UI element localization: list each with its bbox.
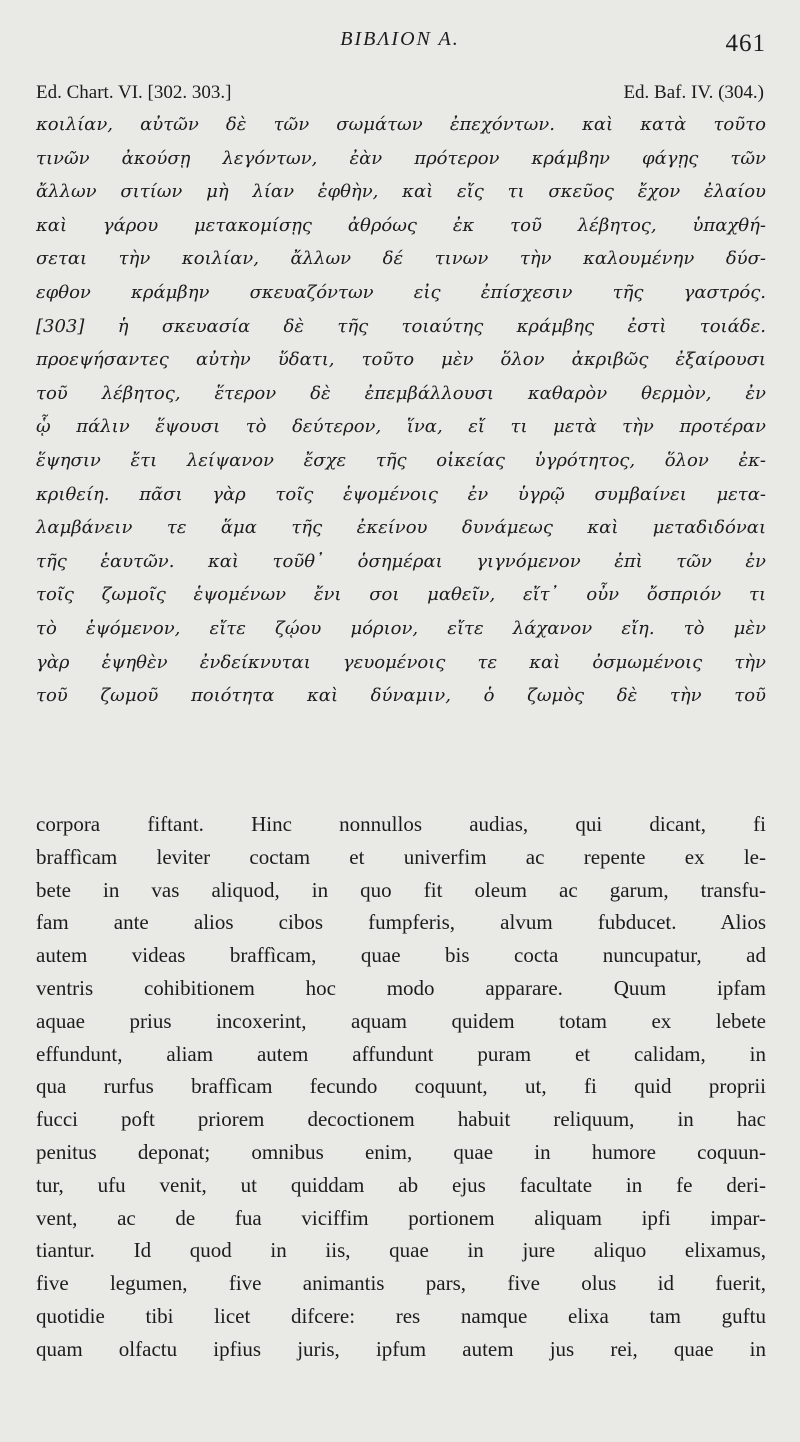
latin-line: ventris cohibitionem hoc modo apparare. Quum ipfam	[36, 975, 766, 1000]
latin-line: fucci poft priorem decoctionem habuit reliquum, in hac	[36, 1107, 766, 1132]
greek-line: τοῖς ζωμοῖς ἑψομένων ἔνι σοι μαθεῖν, εἴτ᾽ οὖν ὄσπριόν τι	[36, 584, 766, 606]
greek-line: τοῦ ζωμοῦ ποιότητα καὶ δύναμιν, ὁ ζωμὸς δὲ τὴν τοῦ	[36, 685, 766, 707]
greek-line: ἄλλων σιτίων μὴ λίαν ἑφθὴν, καὶ εἴς τι σκεῦος ἔχον ἐλαίου	[36, 181, 766, 203]
latin-text-block	[36, 808, 766, 1366]
latin-line: autem videas braffìcam, quae bis cocta nuncupatur, ad	[36, 943, 766, 968]
latin-line: braffìcam leviter coctam et univerfim ac repente ex le-	[36, 844, 766, 869]
greek-text-block	[36, 108, 766, 713]
latin-line: qua rurfus braffìcam fecundo coquunt, ut, fi quid proprii	[36, 1074, 766, 1099]
latin-line: corpora fiftant. Hinc nonnullos audias, qui dicant, fi	[36, 812, 766, 836]
greek-line: σεται τὴν κοιλίαν, ἄλλων δέ τινων τὴν καλουμένην δύσ-	[36, 248, 766, 270]
latin-line: five legumen, five animantis pars, five olus id fuerit,	[36, 1271, 766, 1296]
latin-line: vent, ac de fua viciffim portionem aliquam ipfi impar-	[36, 1205, 766, 1230]
latin-line: tiantur. Id quod in iis, quae in jure aliquo elixamus,	[36, 1238, 766, 1263]
greek-line: τινῶν ἀκούσῃ λεγόντων, ἐὰν πρότερον κράμβην φάγῃς τῶν	[36, 147, 766, 169]
greek-line: τὸ ἑψόμενον, εἴτε ζῴου μόριον, εἴτε λάχανον εἴη. τὸ μὲν	[36, 617, 766, 639]
greek-line: ἕψησιν ἔτι λείψανον ἔσχε τῆς οἰκείας ὑγρότητος, ὅλον ἐκ-	[36, 449, 766, 471]
latin-line: tur, ufu venit, ut quiddam ab ejus facultate in fe deri-	[36, 1172, 766, 1197]
greek-line: λαμβάνειν τε ἅμα τῆς ἐκείνου δυνάμεως καὶ μεταδιδόναι	[36, 517, 766, 539]
latin-line: quotidie tibi licet difcere: res namque elixa tam guftu	[36, 1303, 766, 1328]
greek-line: κριθείη. πᾶσι γὰρ τοῖς ἑψομένοις ἐν ὑγρῷ συμβαίνει μετα-	[36, 483, 766, 505]
greek-line: [303] ἡ σκευασία δὲ τῆς τοιαύτης κράμβης ἐστὶ τοιάδε.	[36, 315, 766, 337]
greek-line: εφθον κράμβην σκευαζόντων εἰς ἐπίσχεσιν τῆς γαστρός.	[36, 281, 766, 303]
latin-line: bete in vas aliquod, in quo fit oleum ac garum, transfu-	[36, 877, 766, 902]
greek-line: τῆς ἑαυτῶν. καὶ τοῦθ᾽ ὁσημέραι γιγνόμενον ἐπὶ τῶν ἐν	[36, 550, 766, 572]
running-title: ΒΙΒΛΙΟΝ Α.	[340, 28, 460, 50]
greek-line: τοῦ λέβητος, ἕτερον δὲ ἐπεμβάλλουσι καθαρὸν θερμὸν, ἐν	[36, 382, 766, 404]
greek-line: προεψήσαντες αὐτὴν ὕδατι, τοῦτο μὲν ὅλον ἀκριβῶς ἐξαίρουσι	[36, 349, 766, 371]
greek-line: ᾧ πάλιν ἕψουσι τὸ δεύτερον, ἵνα, εἴ τι μετὰ τὴν προτέραν	[36, 416, 766, 438]
edition-reference-chartier: Ed. Chart. VI. [302. 303.]	[36, 82, 232, 103]
latin-line: quam olfactu ipfius juris, ipfum autem jus rei, quae in	[36, 1336, 766, 1361]
greek-line: καὶ γάρου μετακομίσῃς ἀθρόως ἐκ τοῦ λέβητος, ὑπαχθή-	[36, 214, 766, 236]
latin-line: fam ante alios cibos fumpferis, alvum fubducet. Alios	[36, 910, 766, 935]
page-number: 461	[725, 30, 766, 57]
latin-line: aquae prius incoxerint, aquam quidem totam ex lebete	[36, 1008, 766, 1033]
latin-line: penitus deponat; omnibus enim, quae in humore coquun-	[36, 1139, 766, 1164]
greek-line: γὰρ ἑψηθὲν ἐνδείκνυται γευομένοις τε καὶ ὀσμωμένοις τὴν	[36, 651, 766, 673]
latin-line: effundunt, aliam autem affundunt puram et calidam, in	[36, 1041, 766, 1066]
edition-reference-basel: Ed. Baf. IV. (304.)	[623, 82, 764, 103]
greek-line: κοιλίαν, αὐτῶν δὲ τῶν σωμάτων ἐπεχόντων. καὶ κατὰ τοῦτο	[36, 114, 766, 135]
